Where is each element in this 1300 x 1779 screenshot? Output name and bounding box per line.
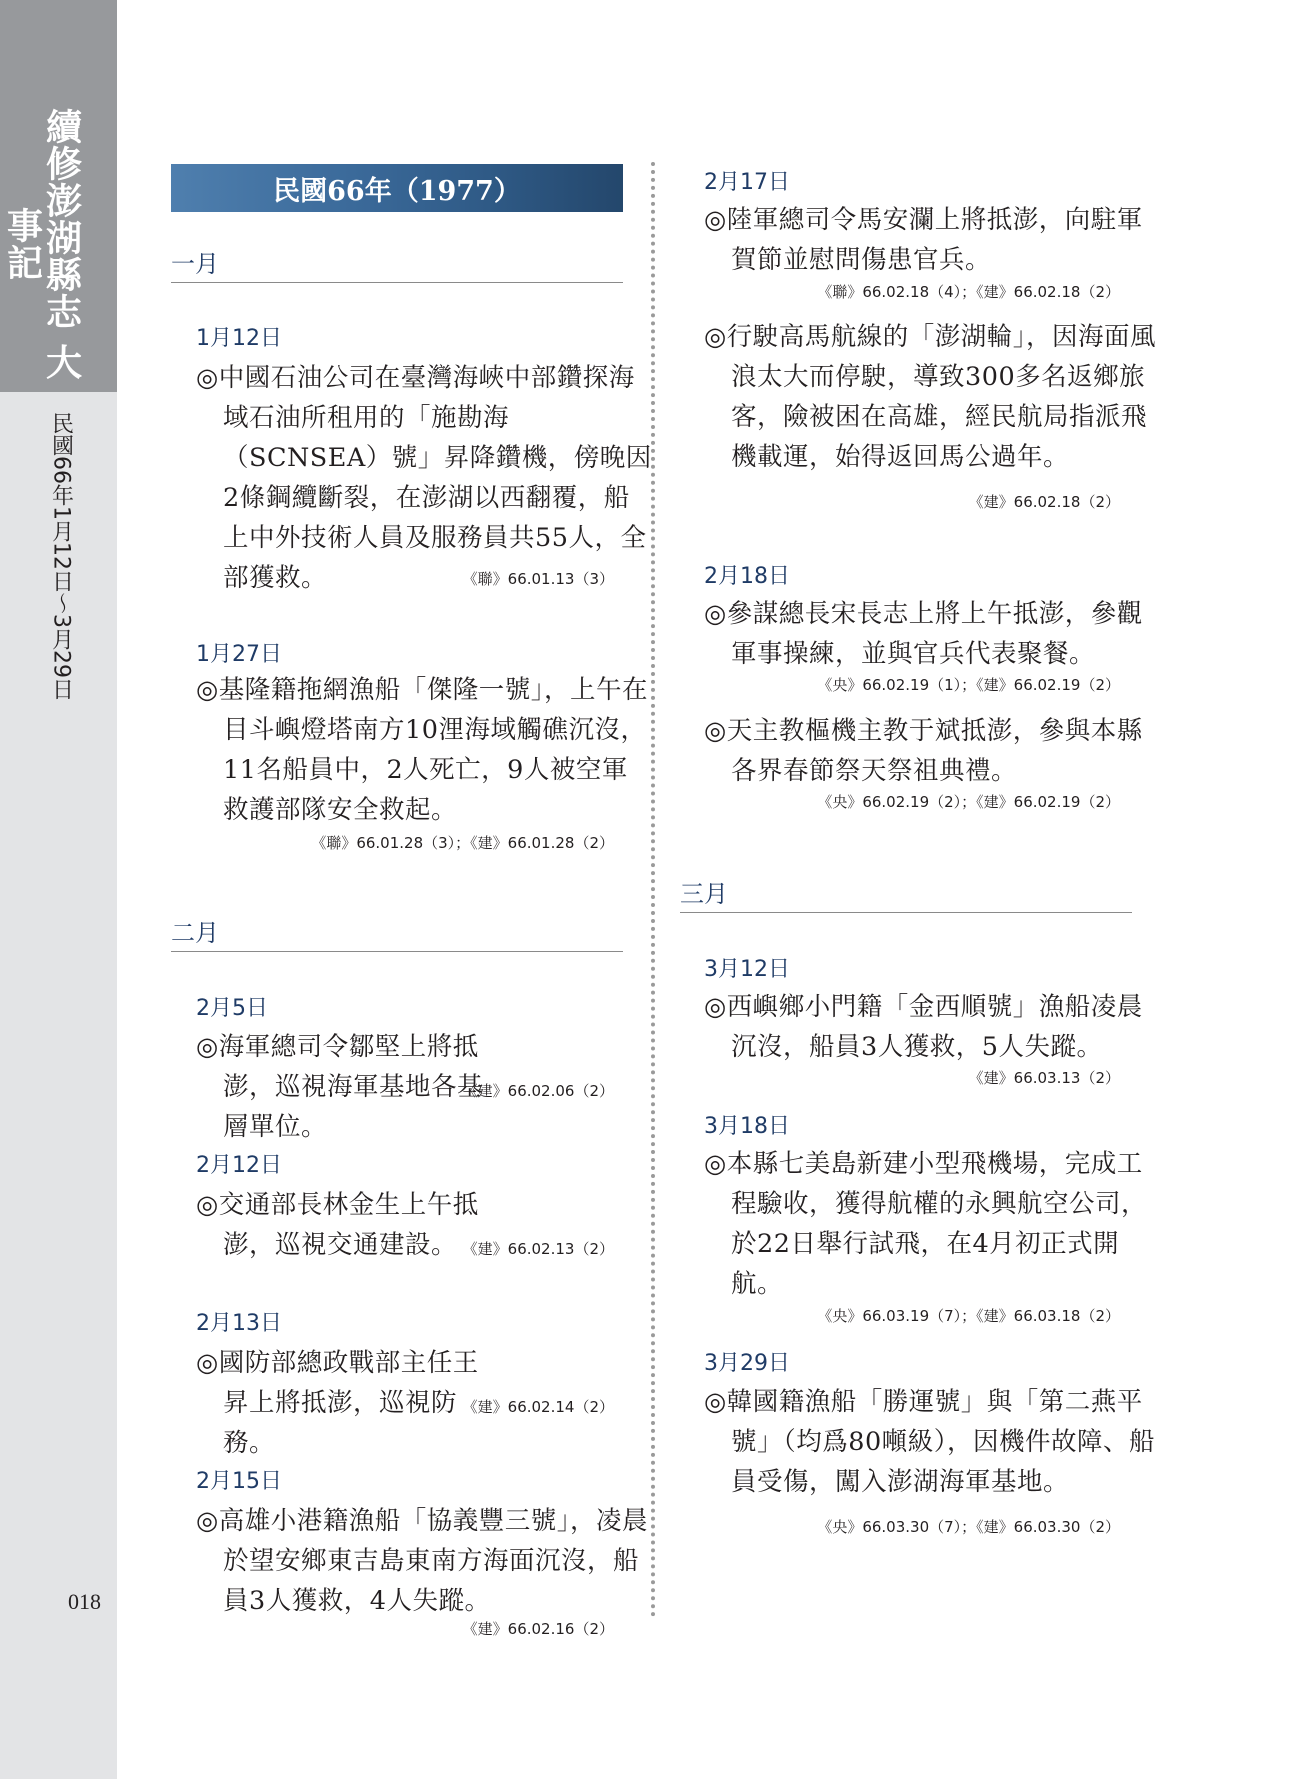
entry-text: ◎天主教樞機主教于斌抵澎，參與本縣各界春節祭天祭祖典禮。: [704, 716, 1143, 786]
entry-date: 1月12日: [196, 326, 282, 351]
entry-source: 《建》66.02.13（2）: [462, 1240, 614, 1258]
page-number: 018: [68, 1589, 101, 1614]
month-heading-feb: 二月: [171, 913, 623, 952]
entry-text: ◎交通部長林金生上午抵澎，巡視交通建設。: [196, 1190, 479, 1260]
entry-source: 《建》66.03.13（2）: [968, 1069, 1120, 1087]
entry-date: 2月17日: [704, 170, 790, 195]
sidebar: [0, 0, 117, 1779]
entry-date: 2月12日: [196, 1153, 282, 1178]
entry-source: 《聯》66.01.13（3）: [462, 570, 614, 588]
entry-text: ◎高雄小港籍漁船「協義豐三號」，凌晨於望安鄉東吉島東南方海面沉沒，船員3人獲救，4人失蹤。: [196, 1506, 649, 1616]
entry-source: 《聯》66.01.28（3）；《建》66.01.28（2）: [311, 834, 614, 852]
entry-date: 3月12日: [704, 957, 790, 982]
entry-text: ◎韓國籍漁船「勝運號」與「第二燕平號」（均爲80噸級），因機件故障、船員受傷，闖入澎湖海軍基地。: [704, 1387, 1155, 1497]
entry-date: 2月18日: [704, 564, 790, 589]
entry-date: 2月5日: [196, 996, 268, 1021]
entry-source: 《建》66.02.14（2）: [462, 1398, 614, 1416]
entry-source: 《央》66.02.19（2）；《建》66.02.19（2）: [817, 793, 1120, 811]
entry-text: ◎海軍總司令鄒堅上將抵澎，巡視海軍基地各基層單位。: [196, 1032, 484, 1142]
date-range: 民國66年1月12日〜3月29日: [48, 412, 74, 700]
entry-source: 《央》66.03.30（7）；《建》66.03.30（2）: [817, 1518, 1120, 1536]
entry-date: 2月13日: [196, 1311, 282, 1336]
entry-text: ◎國防部總政戰部主任王昇上將抵澎，巡視防務。: [196, 1348, 479, 1458]
entry-text: ◎本縣七美島新建小型飛機場，完成工程驗收，獲得航權的永興航空公司，於22日舉行試飛，在4月初正式開航。: [704, 1149, 1148, 1299]
entry-source: 《聯》66.02.18（4）；《建》66.02.18（2）: [817, 283, 1120, 301]
entry-text: ◎參謀總長宋長志上將上午抵澎，參觀軍事操練，並與官兵代表聚餐。: [704, 599, 1143, 669]
entry-source: 《建》66.02.06（2）: [462, 1082, 614, 1100]
entry-source: 《央》66.03.19（7）；《建》66.03.18（2）: [817, 1307, 1120, 1325]
book-title: 續修澎湖縣志 大事記: [1, 107, 83, 381]
sidebar-title-block: [0, 0, 117, 392]
entry-date: 2月15日: [196, 1469, 282, 1494]
entry-source: 《建》66.02.18（2）: [968, 493, 1120, 511]
entry-source: 《建》66.02.16（2）: [462, 1620, 614, 1638]
entry-text: ◎陸軍總司令馬安瀾上將抵澎，向駐軍賀節並慰問傷患官兵。: [704, 205, 1143, 275]
entry-source: 《央》66.02.19（1）；《建》66.02.19（2）: [817, 676, 1120, 694]
entry-text: ◎中國石油公司在臺灣海峽中部鑽探海域石油所租用的「施勘海（SCNSEA）號」昇降鑽機，傍晚因2條鋼纜斷裂，在澎湖以西翻覆，船上中外技術人員及服務員共55人，全部獲救。: [196, 363, 652, 593]
entry-text: ◎行駛高馬航線的「澎湖輪」，因海面風浪太大而停駛，導致300多名返鄉旅客，險被困在高雄，經民航局指派飛機載運，始得返回馬公過年。: [704, 322, 1157, 472]
entry-date: 3月18日: [704, 1114, 790, 1139]
month-heading-mar: 三月: [680, 874, 1132, 913]
entry-date: 3月29日: [704, 1351, 790, 1376]
month-heading-jan: 一月: [171, 244, 623, 283]
year-banner: 民國66年（1977）: [171, 164, 623, 212]
entry-date: 1月27日: [196, 642, 282, 667]
entry-text: ◎基隆籍拖網漁船「傑隆一號」，上午在目斗嶼燈塔南方10浬海域觸礁沉沒，11名船員中，2人死亡，9人被空軍救護部隊安全救起。: [196, 675, 649, 825]
entry-text: ◎西嶼鄉小門籍「金西順號」漁船凌晨沉沒，船員3人獲救，5人失蹤。: [704, 992, 1143, 1062]
